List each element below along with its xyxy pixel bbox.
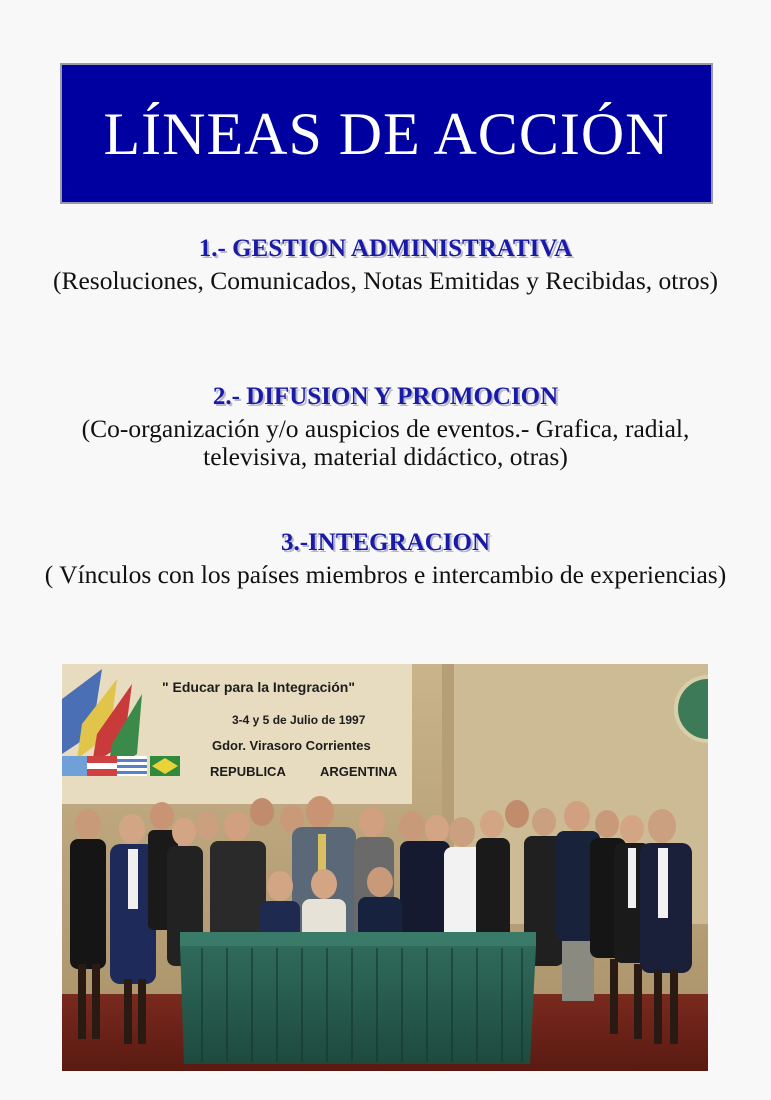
section-description: ( Vínculos con los países miembros e intercambio de experiencias) <box>44 560 727 589</box>
group-photo-illustration <box>62 664 708 1071</box>
title-banner <box>60 63 713 204</box>
section-description: (Resoluciones, Comunicados, Notas Emitidas y Recibidas, otros) <box>52 266 719 295</box>
section-heading: 2.- DIFUSION Y PROMOCION <box>212 383 559 410</box>
page-title: LÍNEAS DE ACCIÓN <box>103 100 670 167</box>
banner-title: " Educar para la Integración" <box>162 679 355 695</box>
group-photo <box>62 664 708 1071</box>
banner-dates: 3-4 y 5 de Julio de 1997 <box>232 713 366 727</box>
table-skirt <box>180 946 536 1064</box>
section-integracion <box>40 528 731 589</box>
section-difusion-promocion <box>40 382 731 471</box>
banner-country-2: ARGENTINA <box>320 764 398 779</box>
banner-country-1: REPUBLICA <box>210 764 286 779</box>
banner-place: Gdor. Virasoro Corrientes <box>212 738 371 753</box>
section-heading: 1.- GESTION ADMINISTRATIVA <box>198 235 573 262</box>
section-heading: 3.-INTEGRACION <box>280 529 491 556</box>
section-gestion-administrativa <box>40 234 731 295</box>
table-top <box>180 932 536 946</box>
section-description: (Co-organización y/o auspicios de eventos.- Grafica, radial, televisiva, material didáctico, otras) <box>81 414 690 471</box>
